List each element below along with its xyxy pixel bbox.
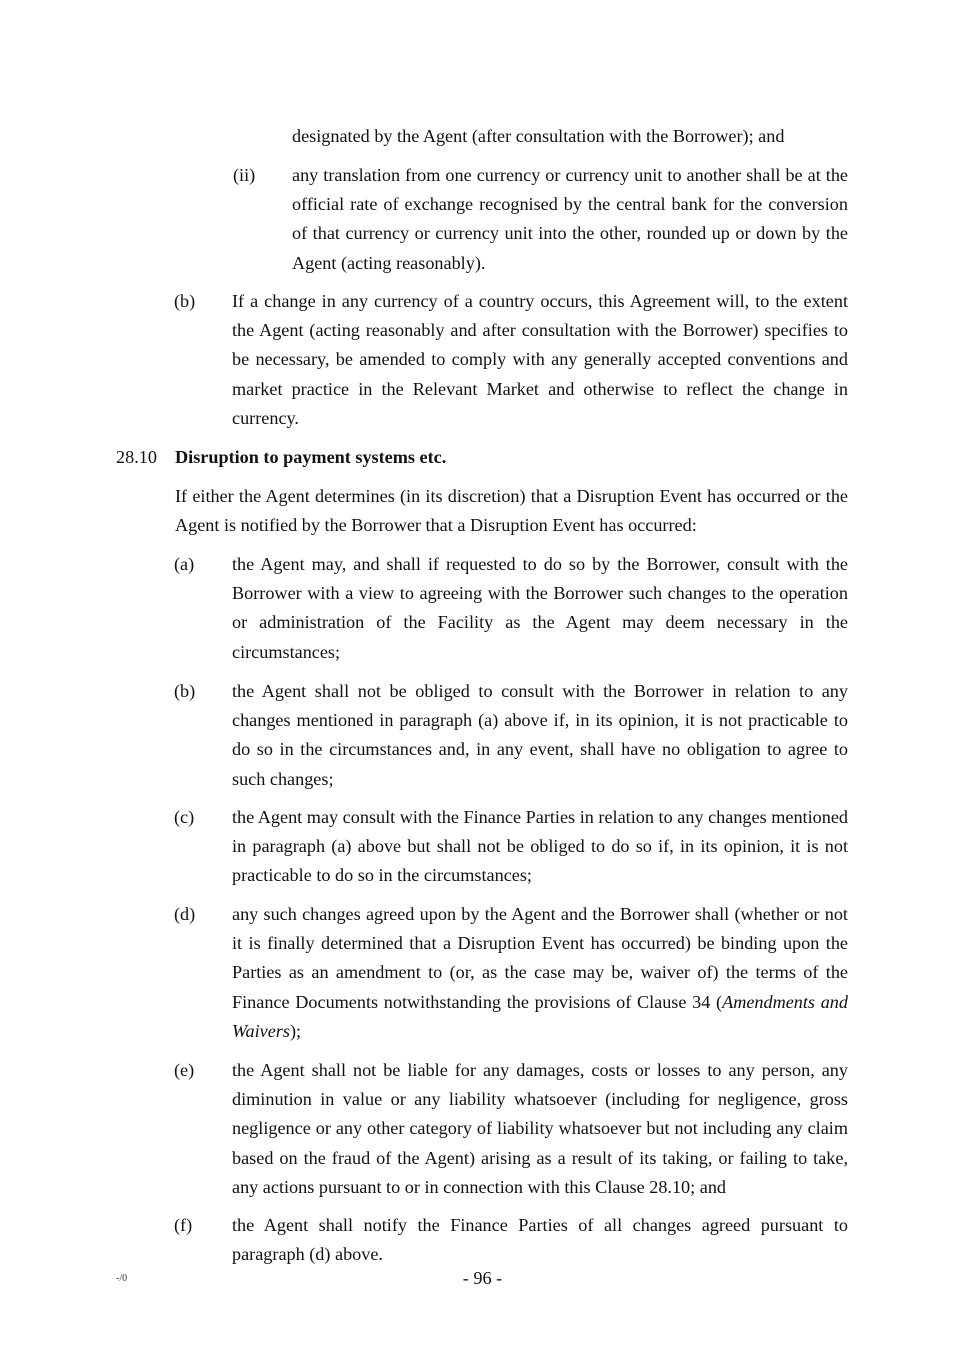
clause-intro: If either the Agent determines (in its discretion) that a Disruption Event has occurred or the Agent is notified by the Borrower that a Disruption Event has occurred: <box>175 486 848 536</box>
item-b-text: the Agent shall not be obliged to consult with the Borrower in relation to any changes mentioned in paragraph (a) above if, in its opinion, it is not practicable to do so in the circumstances and, in any event, shall have no obligation to agree to such changes; <box>232 681 848 789</box>
clause-number: 28.10 <box>116 447 157 467</box>
item-e-label: (e) <box>174 1060 195 1080</box>
item-a-label: (a) <box>174 554 195 574</box>
item-d-text-end: ); <box>289 1020 302 1041</box>
footer-document-reference: -/0 <box>116 1273 128 1284</box>
paragraph-ii-label: (ii) <box>233 165 256 185</box>
item-d-clause-reference: Amendments and Waivers <box>232 991 848 1041</box>
item-f-text: the Agent shall notify the Finance Parties of all changes agreed pursuant to paragraph (d) above. <box>232 1215 848 1265</box>
item-e-text: the Agent shall not be liable for any damages, costs or losses to any person, any diminution in value or any liability whatsoever (including for negligence, gross negligence or any other category of liability whatsoever but not including any claim based on the fraud of the Agent) arising as a result of its taking, or failing to take, any actions pursuant to or in connection with this Clause 28.10; and <box>232 1060 848 1197</box>
item-f-label: (f) <box>174 1215 193 1235</box>
item-a-text: the Agent may, and shall if requested to do so by the Borrower, consult with the Borrower with a view to agreeing with the Borrower such changes to the operation or administration of the Facility as the Agent may deem necessary in the circumstances; <box>232 554 848 662</box>
paragraph-ii-text: any translation from one currency or currency unit to another shall be at the official rate of exchange recognised by the central bank for the conversion of that currency or currency unit into the other, rounded up or down by the Agent (acting reasonably). <box>292 165 848 273</box>
paragraph-b-currency-label: (b) <box>174 291 196 311</box>
item-d-text <box>232 900 848 1046</box>
item-d-label: (d) <box>174 904 196 924</box>
item-c-text: the Agent may consult with the Finance Parties in relation to any changes mentioned in paragraph (a) above but shall not be obliged to do so if, in its opinion, it is not practicable to do so in the circumstances; <box>232 807 848 886</box>
item-d-text-main: any such changes agreed upon by the Agent and the Borrower shall (whether or not it is finally determined that a Disruption Event has occurred) be binding upon the Parties as an amendment to (or, as the case may be, waiver of) the terms of the Finance Documents notwithstanding the provisions of Clause 34 ( <box>232 904 848 1012</box>
item-b-label: (b) <box>174 681 196 701</box>
clause-heading: Disruption to payment systems etc. <box>175 447 447 467</box>
footer-page-number: - 96 - <box>462 1268 503 1288</box>
paragraph-ii-continuation: designated by the Agent (after consultation with the Borrower); and <box>292 126 785 146</box>
paragraph-b-currency-text: If a change in any currency of a country occurs, this Agreement will, to the extent the Agent (acting reasonably and after consultation with the Borrower) specifies to be necessary, be amended to comply with any generally accepted conventions and market practice in the Relevant Market and otherwise to reflect the change in currency. <box>232 291 848 428</box>
item-c-label: (c) <box>174 807 195 827</box>
